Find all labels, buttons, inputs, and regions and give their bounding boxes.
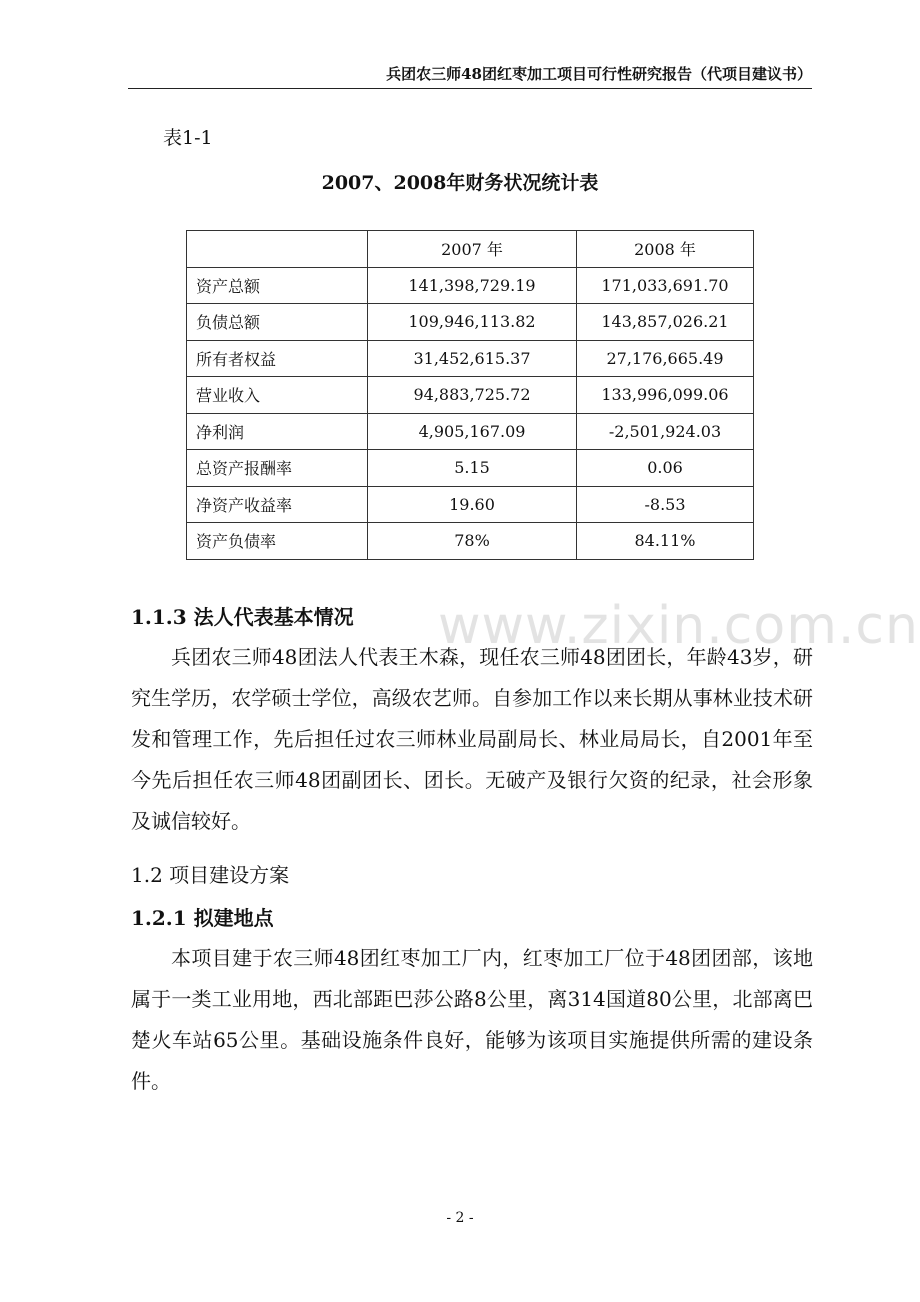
table-row bbox=[187, 523, 754, 560]
column-header-item bbox=[187, 231, 368, 268]
section-1-1-3-heading: 1.1.3 法人代表基本情况 bbox=[131, 605, 354, 629]
cell-2008: 0.06 bbox=[577, 450, 754, 487]
table-row bbox=[187, 413, 754, 450]
table-row bbox=[187, 377, 754, 414]
table-row bbox=[187, 486, 754, 523]
section-1-2-heading: 1.2 项目建设方案 bbox=[131, 863, 290, 887]
cell-2007: 31,452,615.37 bbox=[368, 340, 577, 377]
column-header-2007: 2007 年 bbox=[368, 231, 577, 268]
column-header-2008: 2008 年 bbox=[577, 231, 754, 268]
cell-2007: 141,398,729.19 bbox=[368, 267, 577, 304]
row-label: 所有者权益 bbox=[187, 340, 368, 377]
section-1-2-1-heading: 1.2.1 拟建地点 bbox=[131, 906, 274, 930]
cell-2008: 171,033,691.70 bbox=[577, 267, 754, 304]
row-label: 总资产报酬率 bbox=[187, 450, 368, 487]
financial-table bbox=[186, 230, 754, 560]
table-row bbox=[187, 450, 754, 487]
cell-2008: 133,996,099.06 bbox=[577, 377, 754, 414]
table-row bbox=[187, 267, 754, 304]
table-title: 2007、2008年财务状况统计表 bbox=[321, 172, 599, 194]
table-row bbox=[187, 340, 754, 377]
row-label: 负债总额 bbox=[187, 304, 368, 341]
cell-2007: 19.60 bbox=[368, 486, 577, 523]
cell-2007: 4,905,167.09 bbox=[368, 413, 577, 450]
cell-2008: 27,176,665.49 bbox=[577, 340, 754, 377]
section-1-2-1-paragraph: 本项目建于农三师48团红枣加工厂内，红枣加工厂位于48团团部，该地属于一类工业用地，西北部距巴莎公路8公里，离314国道80公里，北部离巴楚火车站65公里。基础设施条件良好，能够为该项目实施提供所需的建设条件。 bbox=[131, 946, 813, 1093]
table-header-row bbox=[187, 231, 754, 268]
cell-2007: 109,946,113.82 bbox=[368, 304, 577, 341]
row-label: 资产总额 bbox=[187, 267, 368, 304]
cell-2008: 84.11% bbox=[577, 523, 754, 560]
header-title: 兵团农三师48团红枣加工项目可行性研究报告（代项目建议书） bbox=[386, 65, 812, 83]
cell-2008: -2,501,924.03 bbox=[577, 413, 754, 450]
table-label: 表1-1 bbox=[163, 127, 213, 149]
cell-2008: 143,857,026.21 bbox=[577, 304, 754, 341]
cell-2007: 94,883,725.72 bbox=[368, 377, 577, 414]
page-number: - 2 - bbox=[446, 1210, 474, 1226]
row-label: 营业收入 bbox=[187, 377, 368, 414]
cell-2008: -8.53 bbox=[577, 486, 754, 523]
page-header bbox=[128, 60, 812, 89]
table-row bbox=[187, 304, 754, 341]
cell-2007: 5.15 bbox=[368, 450, 577, 487]
cell-2007: 78% bbox=[368, 523, 577, 560]
row-label: 净资产收益率 bbox=[187, 486, 368, 523]
row-label: 资产负债率 bbox=[187, 523, 368, 560]
section-1-1-3-paragraph: 兵团农三师48团法人代表王木森，现任农三师48团团长，年龄43岁，研究生学历，农学硕士学位，高级农艺师。自参加工作以来长期从事林业技术研发和管理工作，先后担任过农三师林业局副局长、林业局局长，自2001年至今先后担任农三师48团副团长、团长。无破产及银行欠资的纪录，社会形象及诚信较好。 bbox=[131, 645, 813, 833]
row-label: 净利润 bbox=[187, 413, 368, 450]
watermark: www.zixin.com.cn bbox=[438, 596, 919, 656]
